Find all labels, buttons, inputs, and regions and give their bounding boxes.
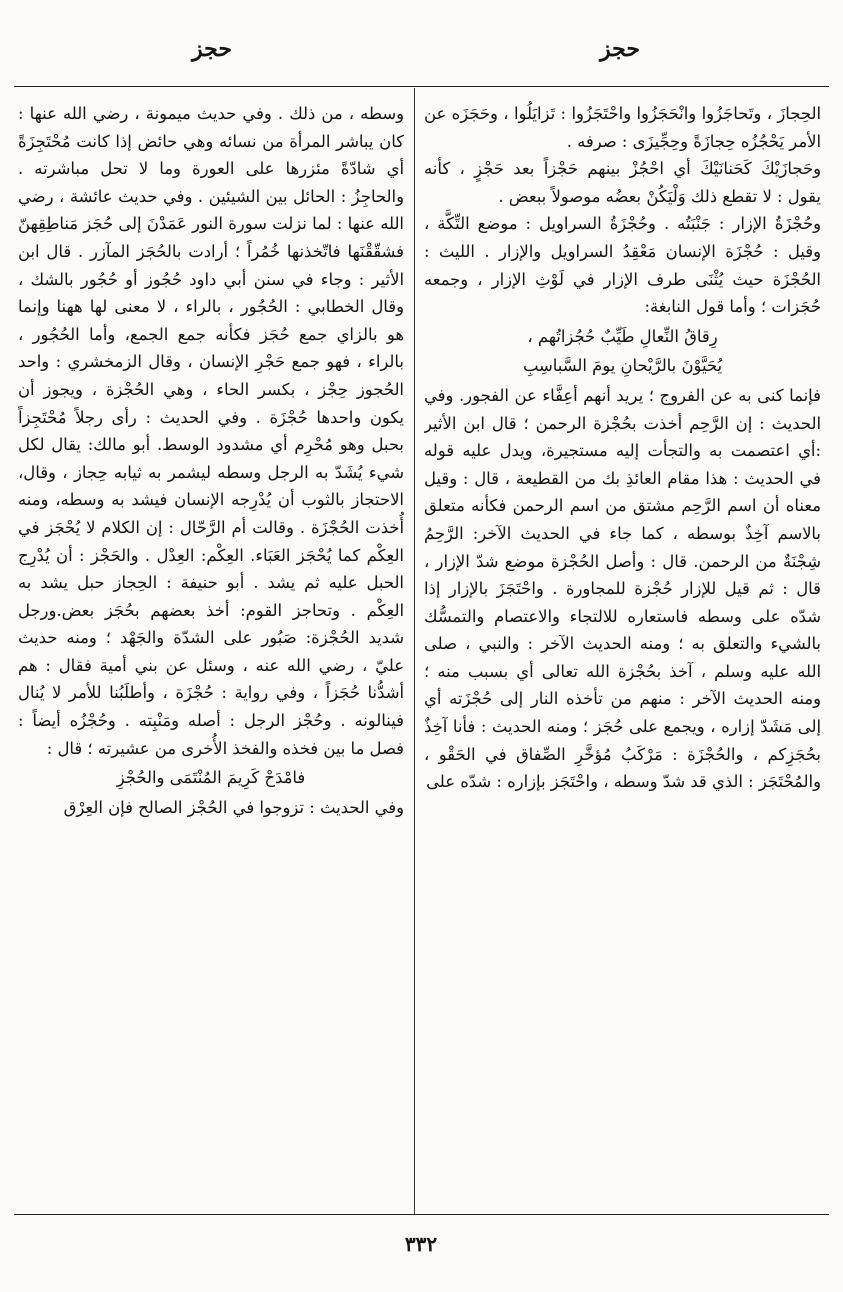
paragraph: الحِجازَ ، وتَحاجَزُوا وانْحَجَزُوا واحْتَجَزُوا : تَزايَلُوا ، وحَجَزَه عن الأمر يَحْجُزُه حِجازَةً وحِجِّيزَى : صرفه . [424,104,821,151]
verse-line: يُحَيَّوْنَ بالرَّيْحانِ يومَ السَّباسِبِ [522,356,723,376]
running-header-right: حجز [600,36,640,62]
verse-line: فامْدَحْ كَرِيمَ المُنْتَمَى والحُجْزِ [116,768,306,788]
bottom-rule [14,1214,829,1215]
paragraph: وحُجْزَةُ الإزار : جَنْبَتُه . وحُجْزَةُ السراويل : موضع التِّكَّة ، وقيل : حُجْزَة الإنسان مَعْقِدُ السراويل والإزار . الليث : الحُجْزَة حيث يُثْنَى طرف الإزار في لَوْثِ الإزار ، وجمعه حُجَزات ؛ وأما قول النابغة: [424,214,821,317]
top-rule [14,86,829,87]
paragraph: فإنما كنى به عن الفروج ؛ يريد أنهم أعِفَّاء عن الفجور. وفي الحديث : إن الرَّحِم أخذت بحُجْزة الرحمن ؛ قال ابن الأثير :أي اعتصمت به والتجأت إليه مستجيرة، ويدل عليه قوله في الحديث : هذا مقام العائذِ بك من القطيعة ، قال : وقيل معناه أن اسم الرَّحِم مشتق من اسم الرحمن فكأنه متعلق بالاسم آخِذٌ بوسطه ، كما جاء في الحديث الآخر: الرَّحِمُ شِجْنَةٌ من الرحمن. قال : وأصل الحُجْزة موضع شدّ الإزار ، قال : ثم قيل للإزار حُجْزة للمجاورة . واحْتَجَزَ بالإزار إذا شدّه على وسطه فاستعاره للالتجاء والاعتصام والتمسُّك بالشيء والتعلق به ؛ ومنه الحديث الآخر : والنبي ، صلى الله عليه وسلم ، آخذ بحُجْزة الله تعالى أي بسبب منه ؛ ومنه الحديث الآخر : منهم من تأخذه النار إلى حُجْزَته أي إلى مَشَدّ إزاره ، ويجمع على حُجَز ؛ ومنه الحديث : فأنا آخِذٌ بحُجَزِكم ، والحُجْزَة : مَرْكَبُ مُؤخَّرِ الصِّفاق في الحَقْو ، والمُحْتَجَز : الذي قد شدّ وسطه ، واحْتَجَز بإزاره : شدّه على [424,385,821,792]
page-number: ٣٣٢ [404,1232,438,1256]
verse-line: رِقاقُ النِّعالِ طَيِّبٌ حُجُزاتُهم ، [527,326,718,346]
right-column [424,100,821,1206]
left-column [18,100,404,1206]
column-divider [414,88,415,1214]
paragraph: وسطه ، من ذلك . وفي حديث ميمونة ، رضي الله عنها : كان يباشر المرأة من نسائه وهي حائض إذا كانت مُحْتَجِزَةً أي شادّةً مئزرها على العورة وما لا تحل مباشرته . والحاجِزُ : الحائل بين الشيئين . وفي حديث عائشة ، رضي الله عنها : لما نزلت سورة النور عَمَدْنَ إلى حُجَز مَناطِقِهنّ فشقّقْنَها فاتّخذنها خُمُراً ؛ أرادت بالحُجَز المآزر . قال ابن الأثير : وجاء في سنن أبي داود حُجُوز أو حُجُور بالشك ، وقال الخطابي : الحُجُور ، بالراء ، لا معنى لها ههنا وإنما هو بالزاي جمع حُجَز فكأنه جمع الجمع، وأما الحُجُور ، بالراء ، فهو جمع حَجْرِ الإنسان ، وقال الزمخشري : واحد الحُجوز حِجْز ، بكسر الحاء ، وهي الحُجْزة ، ويجوز أن يكون واحدها حُجْزَة . وفي الحديث : رأى رجلاً مُحْتَجِزاً بحبل وهو مُحْرِم أي مشدود الوسط. أبو مالك: يقال لكل شيء يُشَدّ به الرجل وسطه ليشمر به ثيابه حِجاز ، وقال، الاحتجاز بالثوب أن يُدْرِجه الإنسان فيشد به وسطه، ومنه أُخذت الحُجْزَة . وقالت أم الرَّحّال : إن الكلام لا يُحْجَز في العِكْم كما يُحْجَز العَبَاء. العِكْم: العِدْل . والحَجْز : أن يُدْرِج الحبل عليه ثم يشد . أبو حنيفة : الحِجاز حبل يشد به العِكْم . وتحاجز القوم: أخذ بعضهم بحُجَز بعض.ورجل شديد الحُجْزة: صَبُور على الشدّة والجَهْد ؛ ومنه حديث عليّ ، رضي الله عنه ، وسئل عن بني أمية فقال : هم أشدُّنا حُجَزاً ، وفي رواية : حُجْزَة ، وأطلَبُنا للأمر لا يُنال فينالونه . وحُجْز الرجل : أصله ومَنْبِته . وحُجْزُه أيضاً : فصل ما بين فخذه والفخذ الأُخرى من عشيرته ؛ قال : [18,104,404,758]
running-header-left: حجز [192,36,232,62]
paragraph: وحَجازَيْكَ كَحَنانَيْكَ أي احْجُزْ بينهم حَجْزاً بعد حَجْزٍ ، كأنه يقول : لا تقطع ذلك وَلْيَكُنْ بعضُه موصولاً ببعض . [424,159,821,206]
paragraph: وفي الحديث : تزوجوا في الحُجْز الصالح فإن العِرْق [63,797,404,817]
